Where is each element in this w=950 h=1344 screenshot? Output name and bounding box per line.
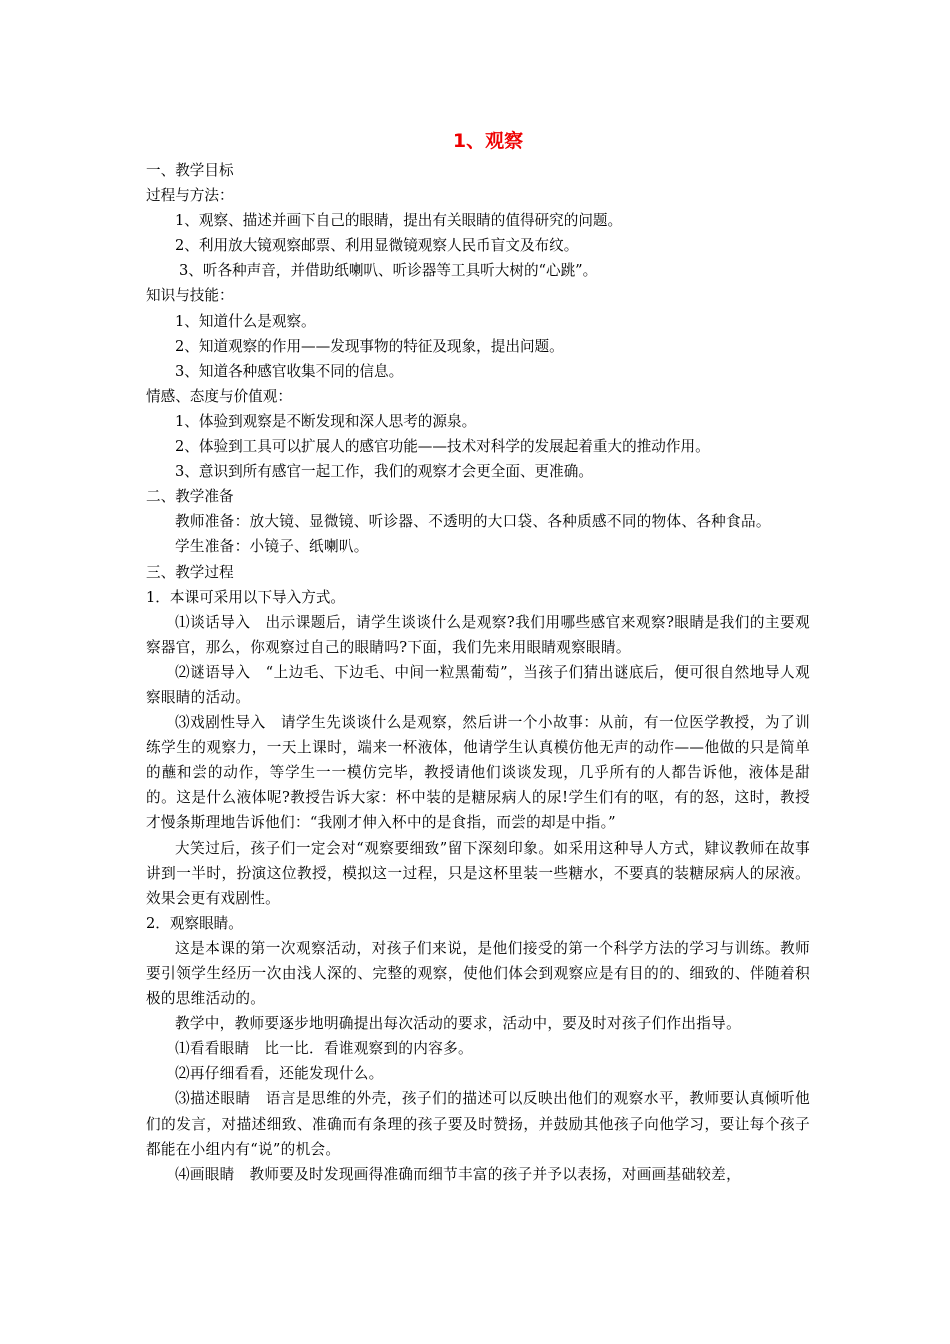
body-paragraph: ⑴谈话导入 出示课题后，请学生谈谈什么是观察?我们用哪些感官来观察?眼睛是我们的主要观察器官，那么，你观察过自己的眼睛吗?下面，我们先来用眼睛观察眼睛。 bbox=[146, 613, 810, 656]
body-paragraph: 这是本课的第一次观察活动，对孩子们来说，是他们接受的第一个科学方法的学习与训练。教师要引领学生经历一次由浅人深的、完整的观察，使他们体会到观察应是有目的的、细致的、伴随着积极的思维活动的。 bbox=[146, 939, 810, 1008]
body-paragraph: 大笑过后，孩子们一定会对“观察要细致”留下深刻印象。如采用这种导人方式，肄议教师在故事讲到一半时，扮演这位教授，模拟这一过程，只是这杯里装一些糖水，不要真的装糖尿病人的尿液。效果会更有戏剧性。 bbox=[146, 839, 810, 907]
body-line: 二、教学准备 bbox=[146, 488, 234, 506]
body-paragraph: ⑷画眼睛 教师要及时发现画得准确而细节丰富的孩子并予以表扬，对画画基础较差， bbox=[175, 1165, 741, 1183]
document-title: 1、观察 bbox=[452, 130, 524, 152]
body-line: 2、知道观察的作用——发现事物的特征及现象，提出问题。 bbox=[175, 337, 564, 355]
body-line: 一、教学目标 bbox=[146, 162, 234, 179]
body-line: 三、教学过程 bbox=[146, 563, 234, 581]
document-body bbox=[146, 158, 810, 1187]
body-paragraph: ⑵再仔细看看，还能发现什么。 bbox=[175, 1065, 384, 1083]
body-line: 1、知道什么是观察。 bbox=[175, 312, 316, 330]
body-paragraph: 教学中，教师要逐步地明确提出每次活动的要求，活动中，要及时对孩子们作出指导。 bbox=[175, 1015, 741, 1033]
body-line: 1．本课可采用以下导入方式。 bbox=[146, 588, 346, 606]
body-line: 2、利用放大镜观察邮票、利用显微镜观察人民币盲文及布纹。 bbox=[175, 237, 579, 255]
body-paragraph: ⑴看看眼睛 比一比．看谁观察到的内容多。 bbox=[175, 1040, 473, 1058]
body-paragraph: 学生准备：小镜子、纸喇叭。 bbox=[175, 538, 369, 556]
body-paragraph: ⑶戏剧性导入 请学生先谈谈什么是观察，然后讲一个小故事：从前，有一位医学教授，为了训练学生的观察力，一天上课时，端来一杯液体，他请学生认真模仿他无声的动作——他做的只是简单的蘸和尝的动作，等学生一一模仿完毕，教授请他们谈谈发现，几乎所有的人都告诉他，液体是甜的。这是什么液体呢?教授告诉大家：杯中装的是糖尿病人的尿!学生们有的呕，有的怒，这时，教授才慢条斯理地告诉他们：“我刚才伸入杯中的是食指，而尝的却是中指。” bbox=[146, 714, 810, 832]
body-line: 1、观察、描述并画下自己的眼睛，提出有关眼睛的值得研究的问题。 bbox=[175, 212, 623, 230]
body-line: 1、体验到观察是不断发现和深人思考的源泉。 bbox=[175, 412, 477, 430]
body-line: 过程与方法： bbox=[146, 187, 234, 205]
document-page bbox=[146, 126, 810, 1187]
body-line: 情感、态度与价值观： bbox=[146, 387, 292, 405]
body-line: 2、体验到工具可以扩展人的感官功能——技术对科学的发展起着重大的推动作用。 bbox=[175, 438, 710, 456]
body-line: 3、知道各种感官收集不同的信息。 bbox=[175, 362, 404, 380]
body-line: 2．观察眼睛。 bbox=[146, 914, 243, 932]
body-paragraph: ⑶描述眼睛 语言是思维的外壳，孩子们的描述可以反映出他们的观察水平，教师要认真倾听他们的发言，对描述细致、准确而有条理的孩子要及时赞扬，并鼓励其他孩子向他学习，要让每个孩子都能在小组内有“说”的机会。 bbox=[146, 1090, 810, 1158]
body-line: 3、听各种声音，并借助纸喇叭、听诊器等工具听大树的“心跳”。 bbox=[179, 262, 598, 280]
body-paragraph: ⑵谜语导入 “上边毛、下边毛、中间一粒黑葡萄”，当孩子们猜出谜底后，便可很自然地导人观察眼睛的活动。 bbox=[146, 663, 810, 706]
body-paragraph: 教师准备：放大镜、显微镜、听诊器、不透明的大口袋、各种质感不同的物体、各种食品。 bbox=[175, 513, 771, 531]
body-line: 知识与技能： bbox=[146, 287, 234, 305]
body-line: 3、意识到所有感官一起工作，我们的观察才会更全面、更准确。 bbox=[175, 463, 593, 481]
